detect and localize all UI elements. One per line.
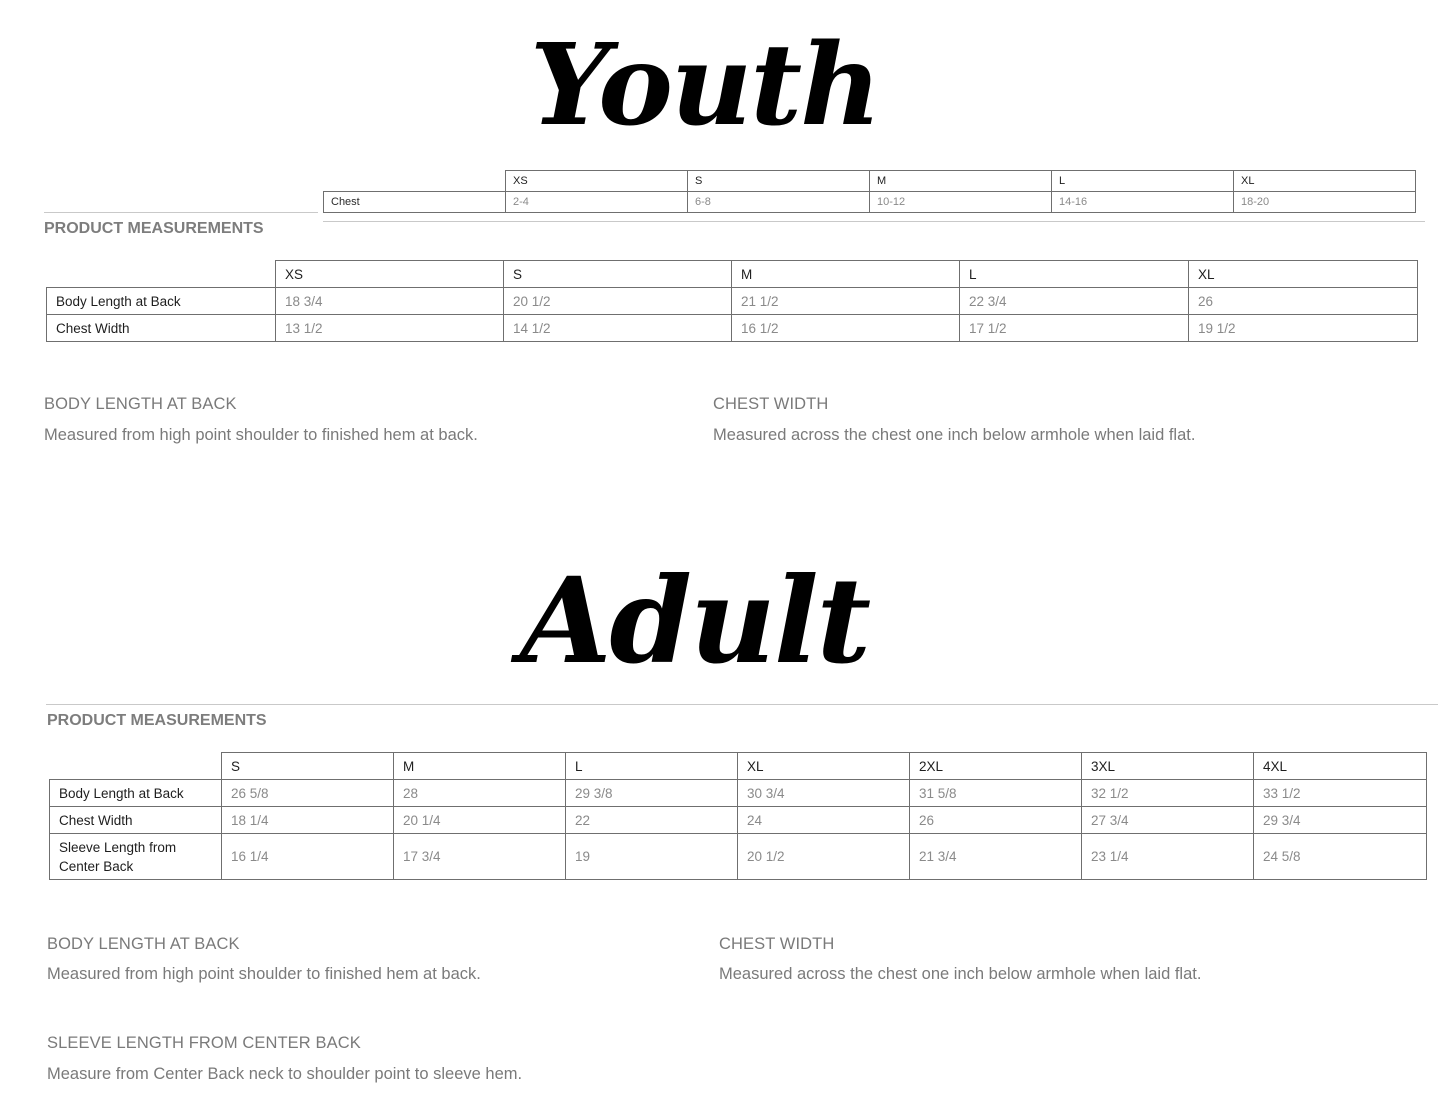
table-cell: 24 5/8	[1254, 834, 1427, 880]
table-cell: 29 3/4	[1254, 807, 1427, 834]
definition-title: SLEEVE LENGTH FROM CENTER BACK	[47, 1034, 361, 1052]
definition-text: Measured across the chest one inch below armhole when laid flat.	[719, 965, 1202, 983]
table-cell: 30 3/4	[738, 780, 910, 807]
table-cell: 18 1/4	[222, 807, 394, 834]
row-label: Chest Width	[47, 315, 276, 342]
table-row	[324, 192, 1416, 213]
divider-rule	[44, 212, 318, 213]
blank-corner-cell	[50, 753, 222, 780]
definition-text: Measured across the chest one inch below armhole when laid flat.	[713, 426, 1196, 444]
size-header: M	[394, 753, 566, 780]
definition-text: Measured from high point shoulder to finished hem at back.	[47, 965, 481, 983]
size-header: 3XL	[1082, 753, 1254, 780]
table-cell: 26 5/8	[222, 780, 394, 807]
table-header-row	[47, 261, 1418, 288]
row-label-line: Sleeve Length from	[59, 839, 177, 855]
table-cell: 31 5/8	[910, 780, 1082, 807]
size-header: L	[1052, 171, 1234, 192]
table-cell: 26	[910, 807, 1082, 834]
table-cell: 20 1/2	[738, 834, 910, 880]
table-row	[47, 315, 1418, 342]
table-cell: 20 1/2	[504, 288, 732, 315]
size-header: S	[688, 171, 870, 192]
adult-measurements-table	[49, 752, 1427, 880]
table-cell: 2-4	[506, 192, 688, 213]
definition-title: CHEST WIDTH	[719, 935, 835, 953]
youth-title: Youth	[530, 20, 880, 151]
table-cell: 19	[566, 834, 738, 880]
blank-corner-cell	[324, 171, 506, 192]
row-label: Chest	[324, 192, 506, 213]
table-cell: 16 1/4	[222, 834, 394, 880]
size-header: S	[504, 261, 732, 288]
size-header: M	[732, 261, 960, 288]
section-heading: PRODUCT MEASUREMENTS	[47, 712, 267, 729]
table-cell: 18 3/4	[276, 288, 504, 315]
table-cell: 6-8	[688, 192, 870, 213]
size-header: XS	[506, 171, 688, 192]
size-header: L	[566, 753, 738, 780]
table-cell: 24	[738, 807, 910, 834]
size-header: L	[960, 261, 1189, 288]
definition-title: CHEST WIDTH	[713, 395, 829, 413]
size-header: XS	[276, 261, 504, 288]
row-label: Chest Width	[50, 807, 222, 834]
table-cell: 22	[566, 807, 738, 834]
table-cell: 32 1/2	[1082, 780, 1254, 807]
table-cell: 10-12	[870, 192, 1052, 213]
table-cell: 23 1/4	[1082, 834, 1254, 880]
divider-rule	[46, 704, 1438, 705]
table-cell: 21 3/4	[910, 834, 1082, 880]
table-cell: 29 3/8	[566, 780, 738, 807]
size-header: XL	[738, 753, 910, 780]
size-header: XL	[1189, 261, 1418, 288]
row-label	[50, 834, 222, 880]
adult-title: Adult	[520, 551, 870, 690]
youth-size-chart	[323, 170, 1416, 213]
table-cell: 21 1/2	[732, 288, 960, 315]
row-label: Body Length at Back	[47, 288, 276, 315]
definition-title: BODY LENGTH AT BACK	[44, 395, 237, 413]
definition-title: BODY LENGTH AT BACK	[47, 935, 240, 953]
definition-text: Measure from Center Back neck to shoulder point to sleeve hem.	[47, 1065, 523, 1083]
table-cell: 33 1/2	[1254, 780, 1427, 807]
table-header-row	[324, 171, 1416, 192]
definition-text: Measured from high point shoulder to finished hem at back.	[44, 426, 478, 444]
table-cell: 17 3/4	[394, 834, 566, 880]
table-cell: 28	[394, 780, 566, 807]
table-cell: 26	[1189, 288, 1418, 315]
youth-measurements-table	[46, 260, 1418, 342]
divider-rule	[323, 221, 1425, 222]
table-cell: 22 3/4	[960, 288, 1189, 315]
table-row	[47, 288, 1418, 315]
table-cell: 17 1/2	[960, 315, 1189, 342]
table-cell: 16 1/2	[732, 315, 960, 342]
size-header: XL	[1234, 171, 1416, 192]
size-header: S	[222, 753, 394, 780]
blank-corner-cell	[47, 261, 276, 288]
table-row	[50, 807, 1427, 834]
size-header: M	[870, 171, 1052, 192]
table-cell: 18-20	[1234, 192, 1416, 213]
table-row	[50, 780, 1427, 807]
row-label-line: Center Back	[59, 858, 134, 874]
table-cell: 20 1/4	[394, 807, 566, 834]
table-cell: 13 1/2	[276, 315, 504, 342]
section-heading: PRODUCT MEASUREMENTS	[44, 220, 264, 237]
table-cell: 19 1/2	[1189, 315, 1418, 342]
row-label: Body Length at Back	[50, 780, 222, 807]
size-header: 4XL	[1254, 753, 1427, 780]
table-header-row	[50, 753, 1427, 780]
table-cell: 14-16	[1052, 192, 1234, 213]
size-header: 2XL	[910, 753, 1082, 780]
table-cell: 27 3/4	[1082, 807, 1254, 834]
table-cell: 14 1/2	[504, 315, 732, 342]
table-row	[50, 834, 1427, 880]
